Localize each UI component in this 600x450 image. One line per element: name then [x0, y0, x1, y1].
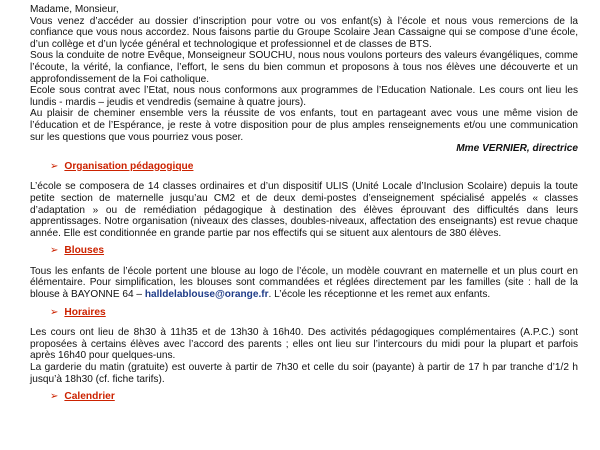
arrow-bullet-icon: ➢: [50, 245, 59, 257]
document-page: [30, 0, 578, 412]
intro-paragraph-2: Sous la conduite de notre Evêque, Monseigneur SOUCHU, nous nous voulons porteurs des valeurs évangéliques, comme l’écoute, la vérité, la confiance, l’effort, le sens du bien commun et proposons à tous nos élèves une découverte et un approfondissement de la Foi catholique.: [30, 50, 578, 85]
blouses-text-before: Tous les enfants de l’école portent une blouse au logo de l’école, un modèle couvrant en maternelle et un plus court en élémentaire. Pour simplification, les blouses sont commandées et réglées directement par les familles (site : hall de la blouse à BAYONNE 64 –: [30, 265, 578, 301]
heading-horaires-text: Horaires: [64, 306, 106, 318]
horaires-paragraph-1: Les cours ont lieu de 8h30 à 11h35 et de 13h30 à 16h40. Des activités pédagogiques complémentaires (A.P.C.) sont proposées à certains élèves avec l’accord des parents ; elles ont lieu sur l’intercours du midi pour la plupart et parfois après 16h40 pour quelques-uns.: [30, 327, 578, 362]
horaires-paragraph-2: La garderie du matin (gratuite) est ouverte à partir de 7h30 et celle du soir (payante) à partir de 17 h par tranche d’1/2 h jusqu’à 18h30 (cf. fiche tarifs).: [30, 362, 578, 385]
intro-paragraph-3: Ecole sous contrat avec l’Etat, nous nous conformons aux programmes de l’Education Nationale. Les cours ont lieu les lundis - mardis – jeudis et vendredis (semaine à quatre jours).: [30, 85, 578, 108]
arrow-bullet-icon: ➢: [50, 391, 59, 403]
organisation-paragraph: L’école se composera de 14 classes ordinaires et d’un dispositif ULIS (Unité Locale d’Inclusion Scolaire) depuis la toute petite section de maternelle jusqu’au CM2 et de deux demi-postes d’enseignement spécialisé appelés « classes d’adaptation » ou de remédiation pédagogique à destination des élèves éprouvant des difficultés dans leurs apprentissages. Notre organisation (niveaux des classes, doubles-niveaux, affectation des enseignants) est revue chaque année. Elle est conditionnée en grande partie par nos effectifs qui se situent aux alentours de 380 élèves.: [30, 181, 578, 239]
section-heading-blouses: [50, 245, 578, 257]
arrow-bullet-icon: ➢: [50, 160, 59, 172]
section-heading-organisation: [50, 161, 578, 173]
heading-calendrier-text: Calendrier: [64, 391, 115, 403]
heading-organisation-text: Organisation pédagogique: [64, 160, 194, 172]
signature: Mme VERNIER, directrice: [456, 143, 578, 155]
intro-paragraph-1: Vous venez d’accéder au dossier d’inscription pour votre ou vos enfant(s) à l’école et nous vous remercions de la confiance que vous nous accordez. Nous faisons partie du Groupe Scolaire Jean Cassaigne qui se compose d’une école, d’un collège et d’un lycée général et technologique et professionnel et de classes de BTS.: [30, 15, 578, 50]
blouses-email-link[interactable]: halldelablouse@orange.fr: [144, 289, 269, 301]
intro-paragraph-4: Au plaisir de cheminer ensemble vers la réussite de vos enfants, tout en partageant avec vous une même vision de l’éducation et de l’Espérance, je reste à votre disposition pour de plus amples renseignements et/ou une communication sur les questions que vous pourriez vous poser.: [30, 108, 578, 143]
section-heading-calendrier: [50, 391, 578, 403]
arrow-bullet-icon: ➢: [50, 306, 59, 318]
heading-blouses-text: Blouses: [64, 245, 105, 257]
blouses-text-after: . L’école les réceptionne et les remet aux enfants.: [268, 289, 491, 301]
section-heading-horaires: [50, 307, 578, 319]
greeting: Madame, Monsieur,: [30, 4, 119, 15]
blouses-paragraph: [30, 266, 578, 301]
